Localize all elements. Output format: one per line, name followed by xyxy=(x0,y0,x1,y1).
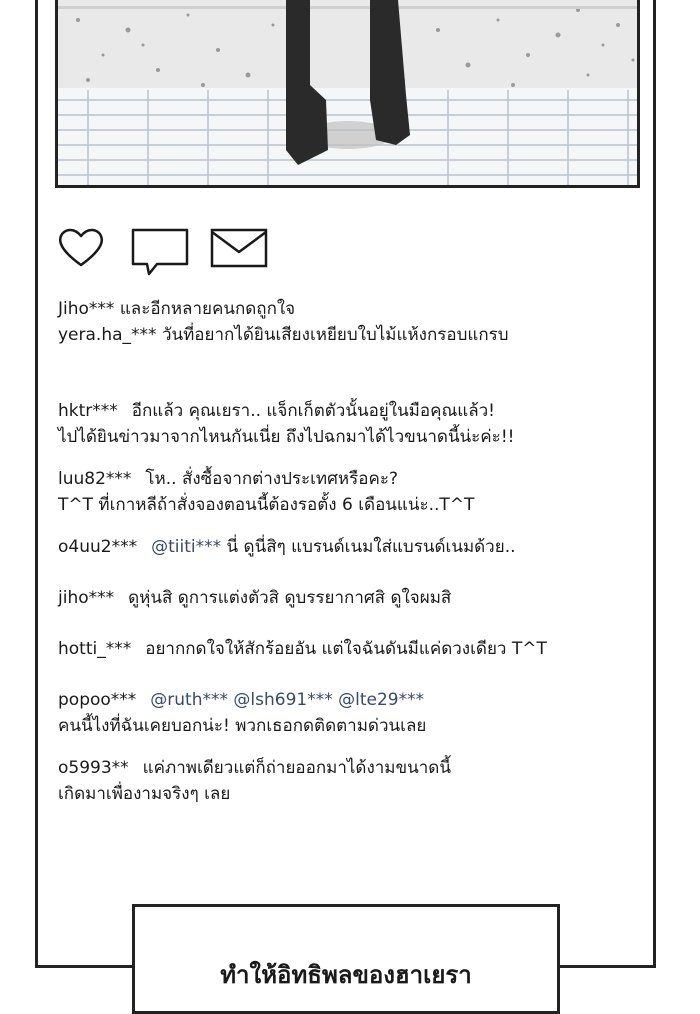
heart-icon[interactable] xyxy=(57,226,105,272)
comment-item xyxy=(58,687,658,739)
narration-text: ทำให้อิทธิพลของฮาเยรา xyxy=(220,961,472,989)
comment-user[interactable]: o4uu2*** xyxy=(58,537,138,557)
comment-text: อีกแล้ว คุณเยรา.. แจ็กเก็ตตัวนั้นอยู่ในมือคุณแล้ว! xyxy=(131,401,495,421)
comments-list xyxy=(58,398,658,807)
comment-item xyxy=(58,636,658,662)
post-caption xyxy=(58,296,658,348)
comment-user[interactable]: hktr*** xyxy=(58,401,118,421)
comment-mention[interactable]: @lte29*** xyxy=(338,690,425,710)
narration-box xyxy=(132,904,560,1014)
caption-line xyxy=(58,322,658,348)
comment-text: คนนี้ไงที่ฉันเคยบอกน่ะ! พวกเธอกดติดตามด่วนเลย xyxy=(58,716,427,736)
likes-text: และอีกหลายคนกดถูกใจ xyxy=(119,299,296,319)
comment-user[interactable]: o5993** xyxy=(58,758,129,778)
comment-user[interactable]: popoo*** xyxy=(58,690,137,710)
envelope-icon[interactable] xyxy=(210,228,268,272)
comment-user[interactable]: hotti_*** xyxy=(58,639,132,659)
comment-icon[interactable] xyxy=(131,228,189,280)
comment-text: อยากกดใจให้สักร้อยอัน แต่ใจฉันดันมีแค่ดวงเดียว T^T xyxy=(145,639,547,659)
post-photo xyxy=(55,0,640,188)
comment-text: T^T ที่เกาหลีถ้าสั่งจองตอนนี้ต้องรอตั้ง 6 เดือนแน่ะ..T^T xyxy=(58,495,475,515)
likes-line xyxy=(58,296,658,322)
comment-item xyxy=(58,534,658,560)
likes-user[interactable]: Jiho*** xyxy=(58,299,115,319)
photo-illustration xyxy=(58,0,640,188)
comment-mention[interactable]: @lsh691*** xyxy=(233,690,333,710)
caption-text: วันที่อยากได้ยินเสียงเหยียบใบไม้แห้งกรอบแกรบ xyxy=(161,325,509,345)
comment-mention[interactable]: @tiiti*** xyxy=(151,537,222,557)
comment-text: ดูหุ่นสิ ดูการแต่งตัวสิ ดูบรรยากาศสิ ดูใจผมสิ xyxy=(128,588,452,608)
comment-user[interactable]: jiho*** xyxy=(58,588,115,608)
comment-text: เกิดมาเพื่องามจริงๆ เลย xyxy=(58,784,231,804)
comment-text: แค่ภาพเดียวแต่ก็ถ่ายออกมาได้งามขนาดนี้ xyxy=(142,758,451,778)
caption-user[interactable]: yera.ha_*** xyxy=(58,325,157,345)
comment-text: นี่ ดูนี่สิๆ แบรนด์เนมใส่แบรนด์เนมด้วย.. xyxy=(226,537,516,557)
comment-item xyxy=(58,466,658,518)
comment-item xyxy=(58,398,658,450)
comment-item xyxy=(58,755,658,807)
page-edge xyxy=(0,0,6,1000)
comment-text: โห.. สั่งซื้อจากต่างประเทศหรือคะ? xyxy=(145,469,398,489)
comment-mention[interactable]: @ruth*** xyxy=(150,690,229,710)
comment-text: ไปได้ยินข่าวมาจากไหนกันเนี่ย ถึงไปฉกมาได้ไวขนาดนี้น่ะค่ะ!! xyxy=(58,427,515,447)
comment-item xyxy=(58,585,658,611)
comment-user[interactable]: luu82*** xyxy=(58,469,132,489)
